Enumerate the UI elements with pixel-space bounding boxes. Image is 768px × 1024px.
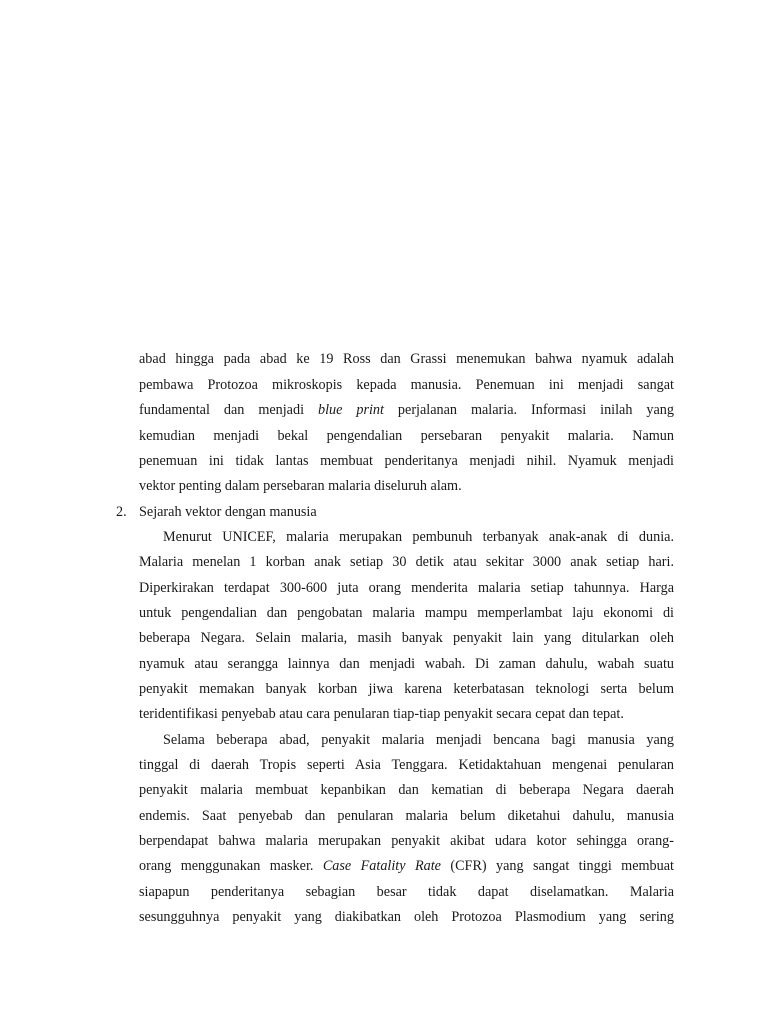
text-line: beberapa Negara. Selain malaria, masih banyak penyakit lain yang ditularkan oleh xyxy=(139,630,674,646)
text-line: berpendapat bahwa malaria merupakan penyakit akibat udara kotor sehingga orang- xyxy=(139,833,674,849)
text-line: kemudian menjadi bekal pengendalian persebaran penyakit malaria. Namun xyxy=(139,428,674,444)
text-line: Menurut UNICEF, malaria merupakan pembunuh terbanyak anak-anak di dunia. xyxy=(163,529,674,545)
text-line: penyakit memakan banyak korban jiwa karena keterbatasan teknologi serta belum xyxy=(139,681,674,697)
text-line: pembawa Protozoa mikroskopis kepada manusia. Penemuan ini menjadi sangat xyxy=(139,377,674,393)
text-line: teridentifikasi penyebab atau cara penularan tiap-tiap penyakit secara cepat dan tepat. xyxy=(139,706,624,722)
text-line: orang menggunakan masker. Case Fatality Rate (CFR) yang sangat tinggi membuat xyxy=(139,858,674,874)
text-line: sesungguhnya penyakit yang diakibatkan oleh Protozoa Plasmodium yang sering xyxy=(139,909,674,925)
text-line: Diperkirakan terdapat 300-600 juta orang menderita malaria setiap tahunnya. Harga xyxy=(139,580,674,596)
text-line: untuk pengendalian dan pengobatan malaria mampu memperlambat laju ekonomi di xyxy=(139,605,674,621)
text-line: penemuan ini tidak lantas membuat penderitanya menjadi nihil. Nyamuk menjadi xyxy=(139,453,674,469)
section-number: 2. xyxy=(116,504,127,520)
text-line: tinggal di daerah Tropis seperti Asia Tenggara. Ketidaktahuan mengenai penularan xyxy=(139,757,674,773)
text-line: endemis. Saat penyebab dan penularan malaria belum diketahui dahulu, manusia xyxy=(139,808,674,824)
section-title: Sejarah vektor dengan manusia xyxy=(139,504,317,520)
text-line: penyakit malaria membuat kepanbikan dan kematian di beberapa Negara daerah xyxy=(139,782,674,798)
text-line: fundamental dan menjadi blue print perjalanan malaria. Informasi inilah yang xyxy=(139,402,674,418)
italic-term: blue print xyxy=(317,402,384,418)
text-line: Malaria menelan 1 korban anak setiap 30 detik atau sekitar 3000 anak setiap hari. xyxy=(139,554,674,570)
text-line: Selama beberapa abad, penyakit malaria menjadi bencana bagi manusia yang xyxy=(163,732,674,748)
text-line: siapapun penderitanya sebagian besar tidak dapat diselamatkan. Malaria xyxy=(139,884,674,900)
text-line: vektor penting dalam persebaran malaria diseluruh alam. xyxy=(139,478,462,494)
italic-term: Case Fatality Rate xyxy=(322,858,441,874)
text-line: abad hingga pada abad ke 19 Ross dan Grassi menemukan bahwa nyamuk adalah xyxy=(139,351,674,367)
text-line: nyamuk atau serangga lainnya dan menjadi wabah. Di zaman dahulu, wabah suatu xyxy=(139,656,674,672)
